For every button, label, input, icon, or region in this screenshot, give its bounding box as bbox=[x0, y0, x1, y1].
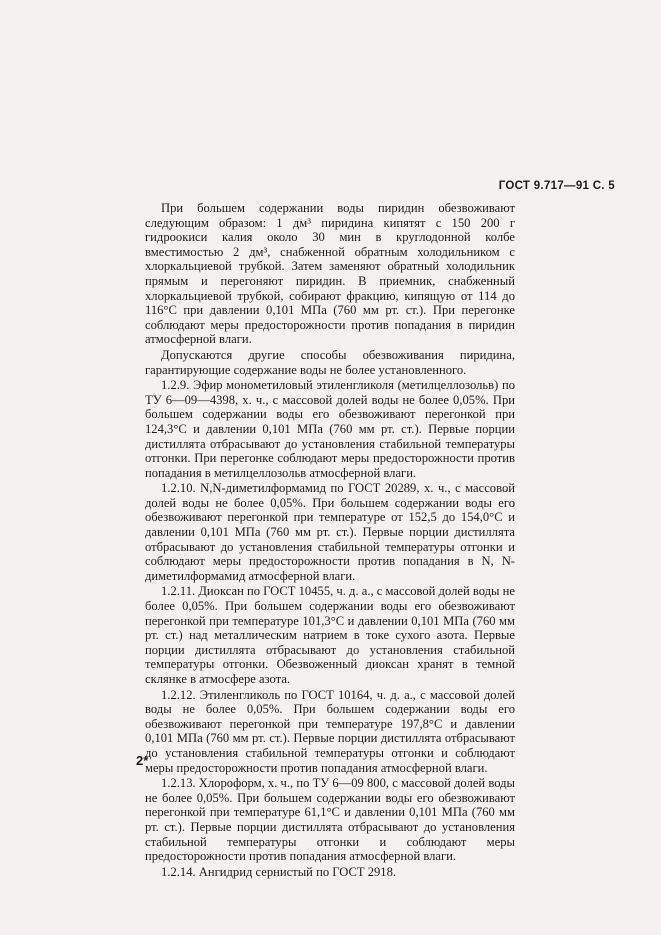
paragraph-1-2-12: 1.2.12. Этиленгликоль по ГОСТ 10164, ч. д. а., с массовой долей воды не более 0,05%. При большем содержании воды его обезвоживают перегонкой при температуре 197,8°С и давлении 0,101 МПа (760 мм рт. ст.). Первые порции дистиллята отбрасывают до установления стабильной температуры отгонки и соблюдают меры предосторожности против попадания атмосферной влаги. bbox=[145, 687, 515, 775]
paragraph-1-2-11: 1.2.11. Диоксан по ГОСТ 10455, ч. д. а., с массовой долей воды не более 0,05%. При большем содержании воды его обезвоживают перегонкой при температуре 101,3°С и давлении 0,101 МПа (760 мм рт. ст.) над металлическим натрием в токе сухого азота. Первые порции дистиллята отбрасывают до установления стабильной температуры отгонки. Обезвоженный диоксан хранят в темной склянке в атмосфере азота. bbox=[145, 584, 515, 686]
paragraph-other-methods: Допускаются другие способы обезвоживания пиридина, гарантирующие содержание воды не более установленного. bbox=[145, 347, 515, 377]
paragraph-1-2-9: 1.2.9. Эфир монометиловый этиленгликоля (метилцеллозольв) по ТУ 6—09—4398, х. ч., с массовой долей воды не более 0,05%. При большем содержании воды его обезвоживают перегонкой при 124,3°С и давлении 0,101 МПа (760 мм рт. ст.). Первые порции дистиллята отбрасывают до установления стабильной температуры отгонки. При перегонке соблюдают меры предосторожности против попадания в метилцеллозольв атмосферной влаги. bbox=[145, 378, 515, 480]
paragraph-pyridine-drying: При большем содержании воды пиридин обезвоживают следующим образом: 1 дм³ пиридина кипятят с 150 200 г гидроокиси калия около 30 мин в круглодонной колбе вместимостью 2 дм³, снабженной обратным холодильником с хлоркальциевой трубкой. Затем заменяют обратный холодильник прямым и перегоняют пиридин. В приемник, снабженный хлоркальциевой трубкой, собирают фракцию, кипящую от 114 до 116°С при давлении 0,101 МПа (760 мм рт. ст.). При перегонке соблюдают меры предосторожности против попадания в пиридин атмосферной влаги. bbox=[145, 201, 515, 347]
page-footer-mark: 2* bbox=[136, 753, 149, 768]
body-text bbox=[145, 201, 515, 880]
paragraph-1-2-10: 1.2.10. N,N-диметилформамид по ГОСТ 20289, х. ч., с массовой долей воды не более 0,05%. При большем содержании воды его обезвоживают перегонкой при температуре от 152,5 до 154,0°С и давлении 0,101 МПа (760 мм рт. ст.). Первые порции дистиллята отбрасывают до установления стабильной температуры отгонки и соблюдают меры предосторожности против попадания в N, N-диметилформамид атмосферной влаги. bbox=[145, 481, 515, 583]
paragraph-1-2-13: 1.2.13. Хлороформ, х. ч., по ТУ 6—09 800, с массовой долей воды не более 0,05%. При большем содержании воды его обезвоживают перегонкой при температуре 61,1°С и давлении 0,101 МПа (760 мм рт. ст.). Первые порции дистиллята отбрасывают до установления стабильной температуры отгонки и соблюдают меры предосторожности против попадания атмосферной влаги. bbox=[145, 776, 515, 864]
paragraph-1-2-14: 1.2.14. Ангидрид сернистый по ГОСТ 2918. bbox=[161, 864, 397, 879]
page-header: ГОСТ 9.717—91 С. 5 bbox=[498, 180, 615, 192]
